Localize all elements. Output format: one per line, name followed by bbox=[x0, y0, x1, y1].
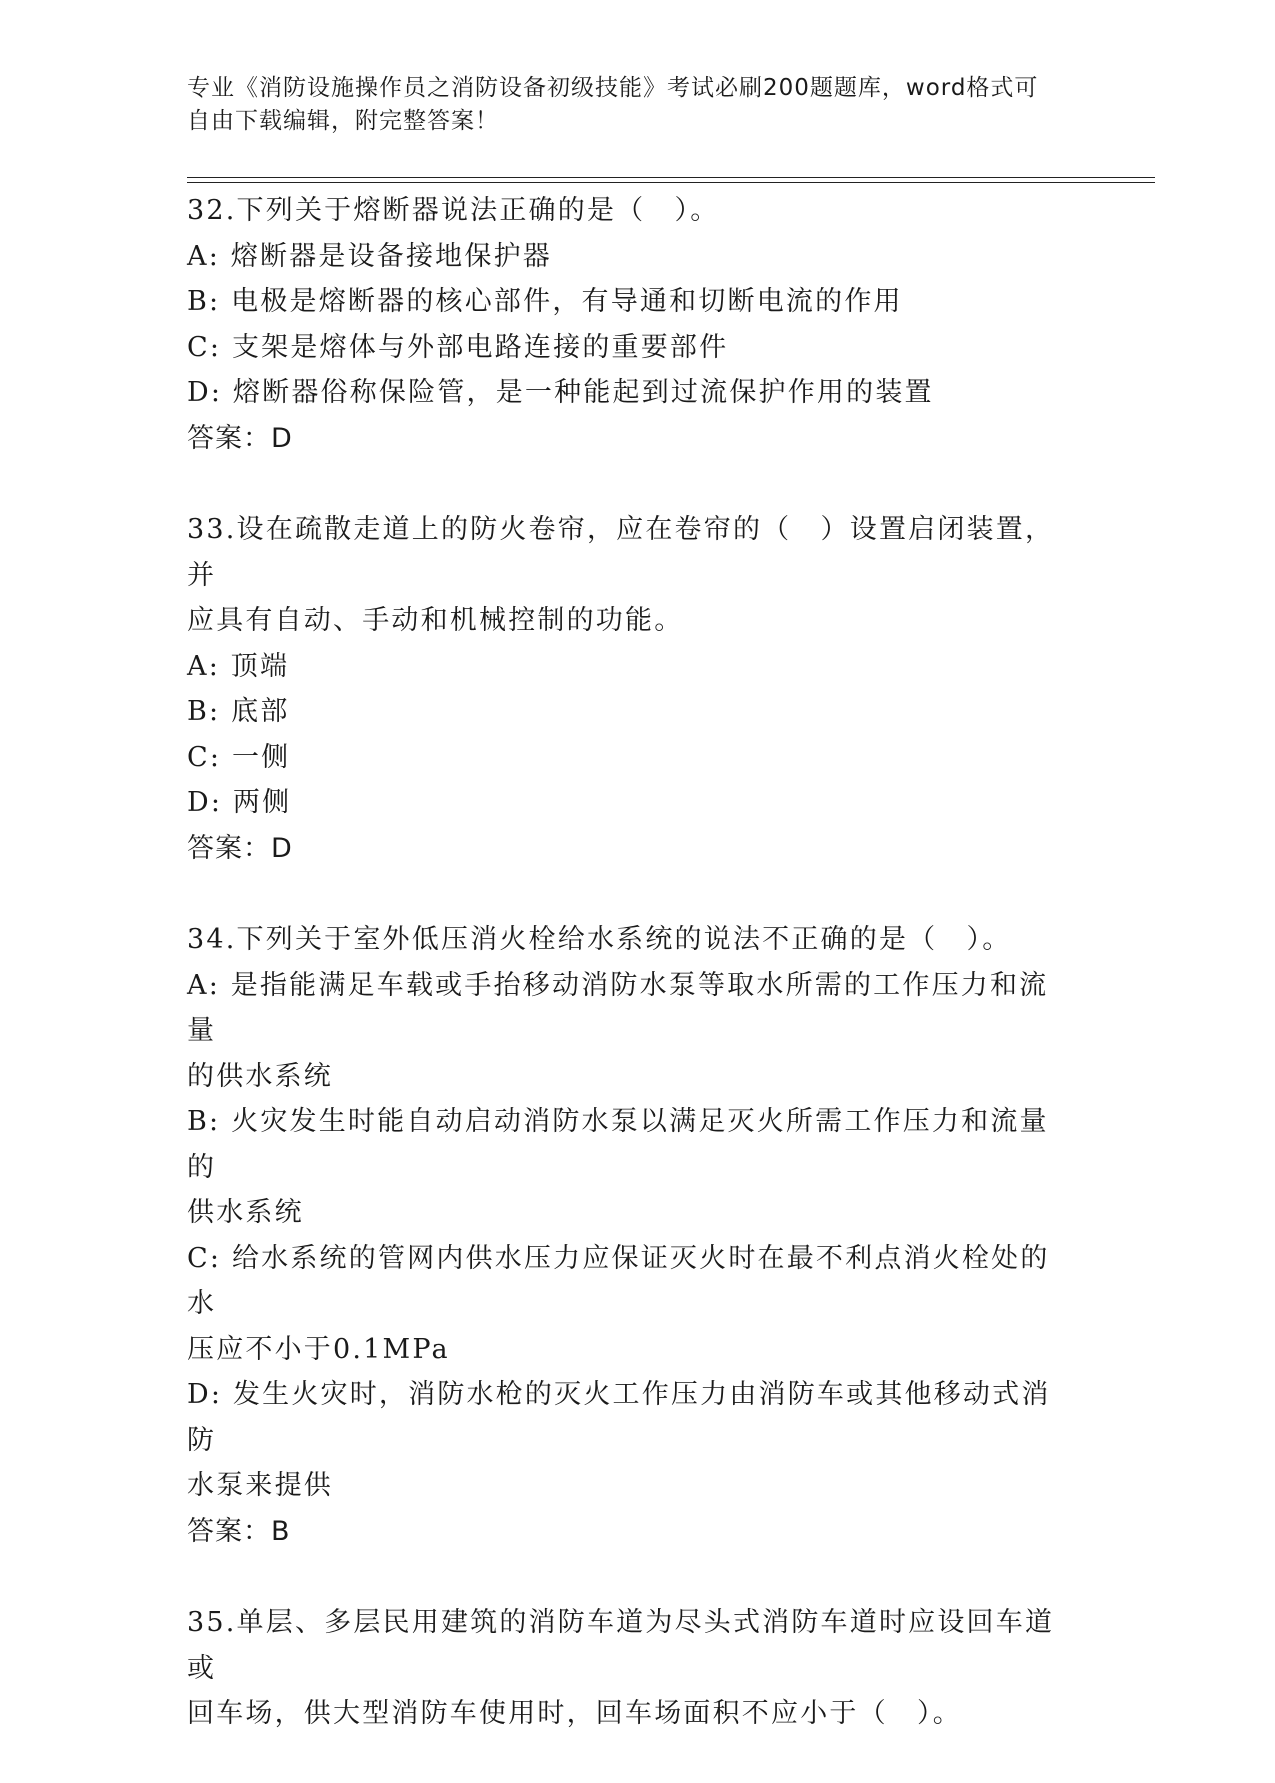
question-stem: 35.单层、多层民用建筑的消防车道为尽头式消防车道时应设回车道或 bbox=[187, 1607, 1055, 1684]
question-block bbox=[187, 188, 1077, 461]
answer-option: 的供水系统 bbox=[187, 1060, 333, 1092]
answer-key: 答案：D bbox=[187, 422, 293, 454]
answer-option: 压应不小于0.1MPa bbox=[187, 1333, 450, 1365]
question-stem: 应具有自动、手动和机械控制的功能。 bbox=[187, 605, 684, 636]
answer-option: C: 给水系统的管网内供水压力应保证灭火时在最不利点消火栓处的水 bbox=[187, 1242, 1050, 1319]
question-stem: 33.设在疏散走道上的防火卷帘，应在卷帘的（ ）设置启闭装置，并 bbox=[187, 514, 1055, 591]
header-line-2: 自由下载编辑，附完整答案！ bbox=[187, 108, 499, 134]
question-list bbox=[187, 188, 1077, 1783]
document-header bbox=[187, 72, 1067, 138]
answer-option: B: 底部 bbox=[187, 696, 290, 727]
question-block bbox=[187, 917, 1077, 1554]
answer-option: C: 支架是熔体与外部电路连接的重要部件 bbox=[187, 331, 729, 363]
header-divider-bottom bbox=[187, 182, 1155, 183]
answer-option: A: 顶端 bbox=[187, 650, 290, 682]
question-stem: 34.下列关于室外低压消火栓给水系统的说法不正确的是（ ）。 bbox=[187, 924, 1012, 955]
answer-option: 水泵来提供 bbox=[187, 1470, 333, 1501]
answer-option: C: 一侧 bbox=[187, 741, 291, 773]
answer-option: A: 是指能满足车载或手抬移动消防水泵等取水所需的工作压力和流量 bbox=[187, 969, 1049, 1046]
answer-option: 供水系统 bbox=[187, 1197, 304, 1228]
question-block bbox=[187, 1600, 1077, 1737]
answer-option: D: 发生火灾时，消防水枪的灭火工作压力由消防车或其他移动式消防 bbox=[187, 1379, 1051, 1456]
answer-key: 答案：B bbox=[187, 1515, 291, 1547]
answer-option: B: 火灾发生时能自动启动消防水泵以满足灭火所需工作压力和流量的 bbox=[187, 1106, 1049, 1183]
answer-option: A: 熔断器是设备接地保护器 bbox=[187, 240, 552, 272]
question-block bbox=[187, 507, 1077, 871]
header-line-1: 专业《消防设施操作员之消防设备初级技能》考试必刷200题题库，word格式可 bbox=[187, 75, 1039, 101]
header-divider-top bbox=[187, 177, 1155, 178]
answer-option: D: 熔断器俗称保险管，是一种能起到过流保护作用的装置 bbox=[187, 377, 934, 408]
answer-option: B: 电极是熔断器的核心部件，有导通和切断电流的作用 bbox=[187, 286, 903, 317]
question-stem: 32.下列关于熔断器说法正确的是（ ）。 bbox=[187, 195, 720, 226]
answer-key: 答案：D bbox=[187, 832, 293, 864]
answer-option: D: 两侧 bbox=[187, 787, 292, 818]
question-stem: 回车场，供大型消防车使用时，回车场面积不应小于（ ）。 bbox=[187, 1698, 962, 1729]
